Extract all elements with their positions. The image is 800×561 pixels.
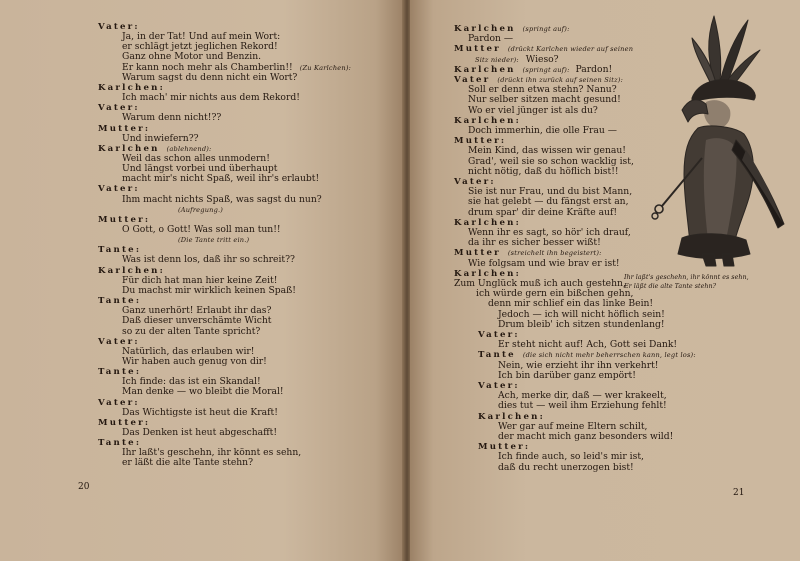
speaker-name: Mutter xyxy=(454,248,501,259)
verse-text: dies tut — weil ihm Erziehung fehlt! xyxy=(498,400,667,412)
stage-direction: Sitz nieder): xyxy=(475,55,519,64)
speaker-name: Mutter: xyxy=(98,417,151,428)
verse-line xyxy=(122,195,322,205)
verse-line xyxy=(122,174,319,184)
speaker-name: Tante: xyxy=(98,438,142,449)
verse-text: ich würde gern ein bißchen gehn, xyxy=(476,288,634,300)
verse-line xyxy=(122,408,278,418)
verse-text: Mein Kind, das wissen wir genau! xyxy=(468,145,626,157)
verse-line xyxy=(122,458,253,468)
verse-text: Natürlich, das erlauben wir! xyxy=(122,345,255,357)
stage-direction: (springt auf): xyxy=(522,65,570,74)
verse-text: Weil das schon alles unmodern! xyxy=(122,152,270,164)
stage-direction: (drückt Karlchen wieder auf seinen xyxy=(507,45,634,54)
verse-text: Ich bin darüber ganz empört! xyxy=(498,369,636,381)
verse-line xyxy=(122,113,221,123)
verse-line xyxy=(122,387,284,397)
verse-text: daß du recht unerzogen bist! xyxy=(498,461,634,473)
verse-line xyxy=(468,167,619,177)
verse-text: da ihr es sicher besser wißt! xyxy=(468,237,601,249)
verse-text: Daß dieser unverschämte Wicht xyxy=(122,315,272,327)
speaker-line xyxy=(454,44,633,54)
stage-direction: (Zu Karlchen): xyxy=(299,63,352,72)
speaker-name: Karlchen: xyxy=(454,268,521,279)
speaker-name: Karlchen: xyxy=(454,115,521,126)
verse-text: Ihm macht nichts Spaß, was sagst du nun? xyxy=(122,193,322,205)
verse-text: Wieso? xyxy=(525,53,559,65)
verse-line xyxy=(122,73,297,83)
verse-line xyxy=(122,327,260,337)
verse-text: der macht mich ganz besonders wild! xyxy=(498,431,674,442)
speaker-name: Mutter: xyxy=(478,442,531,453)
verse-text: Wo er viel jünger ist als du? xyxy=(468,104,598,116)
speaker-name: Karlchen: xyxy=(98,82,165,93)
verse-text: Nur selber sitzen macht gesund! xyxy=(468,94,621,106)
verse-text: nicht nötig, daß du höflich bist!! xyxy=(468,165,619,177)
aunt-with-umbrella-illustration xyxy=(622,10,792,272)
verse-line xyxy=(468,259,620,269)
verse-line xyxy=(468,34,513,44)
verse-text: Ach, merke dir, daß — wer krakeelt, xyxy=(498,390,667,402)
stage-direction: (Aufregung.) xyxy=(178,205,224,214)
stage-direction: (streichelt ihn begeistert): xyxy=(507,249,602,258)
verse-text: Drum bleib' ich sitzen stundenlang! xyxy=(498,318,665,330)
verse-line xyxy=(468,208,617,218)
speaker-name: Vater xyxy=(454,75,491,85)
speaker-name: Mutter: xyxy=(98,214,151,225)
verse-text: Sie ist nur Frau, und du bist Mann, xyxy=(468,186,633,198)
speaker-name: Mutter xyxy=(454,44,501,55)
caption-line: Er läßt die alte Tante stehn? xyxy=(624,282,717,290)
stage-direction: (drückt ihn zurück auf seinen Sitz): xyxy=(497,76,623,84)
verse-text: Wir haben auch genug von dir! xyxy=(122,355,267,367)
verse-text: er läßt die alte Tante stehn? xyxy=(122,457,254,469)
verse-text: Jedoch — ich will nicht höflich sein! xyxy=(498,308,665,320)
verse-text: Grad', weil sie so schon wacklig ist, xyxy=(468,155,634,167)
speaker-name: Mutter: xyxy=(98,123,151,134)
speaker-name: Tante: xyxy=(98,367,142,378)
verse-text: Und längst vorbei und überhaupt xyxy=(122,163,278,175)
verse-text: Warum sagst du denn nicht ein Wort? xyxy=(122,71,298,83)
verse-text: Ganz ohne Motor und Benzin. xyxy=(122,51,262,63)
speaker-name: Vater: xyxy=(98,103,140,114)
verse-text: Das Wichtigste ist heut die Kraft! xyxy=(122,406,278,418)
speaker-name: Tante: xyxy=(98,245,142,256)
verse-text: Pardon — xyxy=(468,33,514,45)
speaker-name: Vater: xyxy=(98,184,140,195)
speaker-name: Tante: xyxy=(98,296,142,307)
speaker-name: Mutter: xyxy=(454,136,507,147)
verse-line xyxy=(122,134,199,144)
stage-direction: (Die Tante tritt ein.) xyxy=(178,236,250,245)
caption-line: Ihr laßt's geschehn, ihr könnt es sehn, xyxy=(624,273,749,281)
verse-text: Das Denken ist heut abgeschafft! xyxy=(122,427,278,438)
verse-line xyxy=(122,286,296,296)
stage-direction: (springt auf): xyxy=(522,25,570,33)
verse-text: Wenn ihr es sagt, so hör' ich drauf, xyxy=(468,227,631,238)
verse-text: macht mir's nicht Spaß, weil ihr's erlaubt! xyxy=(122,173,320,185)
speaker-name: Karlchen xyxy=(454,64,516,75)
verse-text: O Gott, o Gott! Was soll man tun!! xyxy=(122,224,281,235)
verse-line xyxy=(122,255,295,265)
verse-text: denn mir schlief ein das linke Bein! xyxy=(488,298,654,310)
verse-text: Pardon! xyxy=(575,63,613,75)
stage-direction: (ablehnend): xyxy=(166,144,212,153)
page-number-left: 20 xyxy=(78,482,90,492)
stage-direction-line xyxy=(178,235,249,245)
verse-line xyxy=(498,340,677,350)
verse-text: Ja, in der Tat! Und auf mein Wort: xyxy=(122,31,281,43)
verse-text: Ihr laßt's geschehn, ihr könnt es sehn, xyxy=(122,447,302,459)
verse-text: Ganz unerhört! Erlaubt ihr das? xyxy=(122,305,272,317)
verse-text: Was ist denn los, daß ihr so schreit?? xyxy=(122,254,295,266)
verse-text: Ich finde: das ist ein Skandal! xyxy=(122,376,261,388)
verse-line xyxy=(122,225,281,235)
page-number-right: 21 xyxy=(733,488,745,498)
speaker-name: Tante xyxy=(478,350,516,361)
verse-text: Wie folgsam und wie brav er ist! xyxy=(468,257,620,269)
verse-line xyxy=(122,428,277,438)
verse-text: Zum Unglück muß ich auch gestehn, xyxy=(454,278,626,289)
illustration-caption xyxy=(624,273,774,291)
verse-text: Er steht nicht auf! Ach, Gott sei Dank! xyxy=(498,339,678,351)
speaker-name: Karlchen: xyxy=(98,265,165,276)
verse-line xyxy=(498,432,673,442)
speaker-name: Vater: xyxy=(98,397,140,408)
speaker-name: Karlchen: xyxy=(478,411,545,422)
verse-text: drum spar' dir deine Kräfte auf! xyxy=(468,206,618,218)
speaker-name: Karlchen xyxy=(98,143,160,154)
verse-text: er schlägt jetzt jeglichen Rekord! xyxy=(122,41,278,53)
verse-text: sie hat gelebt — du fängst erst an, xyxy=(468,196,629,208)
verse-text: Warum denn nicht!?? xyxy=(122,112,222,124)
speaker-name: Vater: xyxy=(478,330,520,340)
speaker-name: Karlchen xyxy=(454,24,516,34)
speaker-name: Karlchen: xyxy=(454,217,521,228)
verse-line xyxy=(122,93,300,103)
verse-line xyxy=(498,463,634,473)
verse-line xyxy=(122,357,267,367)
verse-line xyxy=(468,126,617,136)
speaker-name: Vater: xyxy=(98,22,140,32)
verse-text: Ich mach' mir nichts aus dem Rekord! xyxy=(122,92,300,104)
verse-line xyxy=(498,320,665,330)
verse-text: Man denke — wo bleibt die Moral! xyxy=(122,386,284,398)
verse-text: Und inwiefern?? xyxy=(122,132,199,144)
verse-line xyxy=(498,371,636,381)
verse-text: Doch immerhin, die olle Frau — xyxy=(468,125,617,136)
verse-text: Ich finde auch, so leid's mir ist, xyxy=(498,451,644,463)
speaker-line xyxy=(454,65,612,75)
speaker-name: Vater: xyxy=(454,177,496,187)
verse-text: Nein, wie erzieht ihr ihn verkehrt! xyxy=(498,359,659,371)
verse-text: Soll er denn etwa stehn? Nanu? xyxy=(468,84,617,96)
verse-text: so zu der alten Tante spricht? xyxy=(122,325,261,337)
verse-text: Für dich hat man hier keine Zeit! xyxy=(122,274,278,286)
verse-line xyxy=(498,401,667,411)
verse-text: Wer gar auf meine Eltern schilt, xyxy=(498,420,648,432)
speaker-name: Vater: xyxy=(478,381,520,391)
verse-line xyxy=(468,106,598,116)
speaker-name: Vater: xyxy=(98,336,140,347)
verse-text: Er kann noch mehr als Chamberlin!! xyxy=(122,61,293,73)
verse-text: Du machst mir wirklich keinen Spaß! xyxy=(122,284,296,296)
stage-direction: (die sich nicht mehr beherrschen kann, legt los): xyxy=(522,351,696,360)
verse-line xyxy=(468,55,559,65)
stage-direction-line xyxy=(178,205,223,215)
verse-line xyxy=(468,238,601,248)
